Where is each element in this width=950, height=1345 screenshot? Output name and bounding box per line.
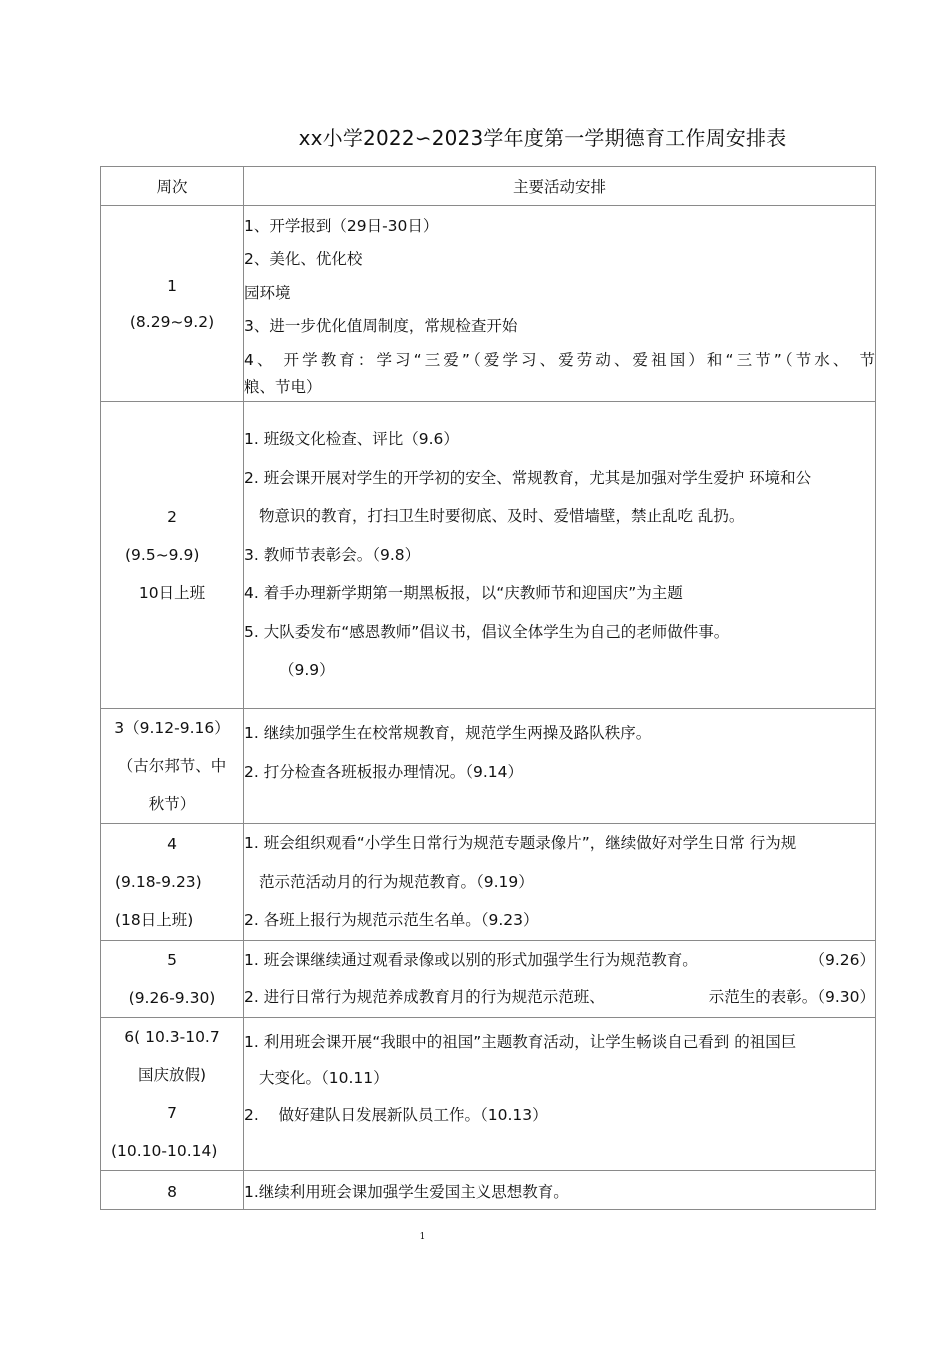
week-column-header: 周次 bbox=[101, 167, 244, 206]
table-row bbox=[101, 1170, 876, 1209]
week-number: 7 bbox=[167, 1103, 177, 1122]
activity-line: 3. 教师节表彰会。（9.8） bbox=[244, 545, 421, 564]
activity-line: 范示范活动月的行为规范教育。（9.19） bbox=[259, 872, 534, 891]
activity-date: （9.26） bbox=[809, 951, 875, 970]
schedule-table bbox=[100, 166, 876, 1210]
week-cell bbox=[101, 824, 244, 941]
week-number: 8 bbox=[167, 1182, 177, 1201]
activity-line: 1. 班级文化检查、评比（9.6） bbox=[244, 429, 459, 448]
activities-cell bbox=[244, 709, 876, 824]
activity-line: 2、美化、优化校 bbox=[244, 250, 363, 269]
table-header-row bbox=[101, 167, 876, 206]
activities-cell bbox=[244, 824, 876, 941]
activity-text: 示范生的表彰。（9.30） bbox=[708, 987, 875, 1006]
table-row bbox=[101, 206, 876, 402]
activity-line: 1. 利用班会课开展“我眼中的祖国”主题教育活动，让学生畅谈自己看到 的祖国巨 bbox=[244, 1032, 797, 1051]
activity-line: 1.继续利用班会课加强学生爱国主义思想教育。 bbox=[244, 1182, 569, 1201]
week-dates: (10.10-10.14) bbox=[111, 1141, 218, 1160]
activity-line bbox=[244, 942, 875, 979]
week-cell bbox=[101, 709, 244, 824]
activity-line: 2. 做好建队日发展新队员工作。（10.13） bbox=[244, 1105, 548, 1124]
week-dates: (9.18-9.23) bbox=[115, 872, 202, 891]
week-cell bbox=[101, 402, 244, 709]
page-number: 1 bbox=[419, 1232, 426, 1242]
week-note: （古尔邦节、中 bbox=[117, 757, 227, 775]
activity-line: 3、进一步优化值周制度，常规检查开始 bbox=[244, 317, 518, 336]
activity-line: 4. 着手办理新学期第一期黑板报，以“庆教师节和迎国庆”为主题 bbox=[244, 584, 683, 603]
activity-text: 2. 进行日常行为规范养成教育月的行为规范示范班、 bbox=[244, 987, 605, 1006]
activity-line bbox=[244, 979, 875, 1016]
table-row bbox=[101, 402, 876, 709]
week-number: 2 bbox=[167, 508, 177, 526]
activity-line: 粮、节电） bbox=[244, 378, 322, 397]
table-row bbox=[101, 1017, 876, 1170]
activity-line: 大变化。（10.11） bbox=[259, 1069, 389, 1088]
activity-line: 2. 班会课开展对学生的开学初的安全、常规教育，尤其是加强对学生爱护 环境和公 bbox=[244, 468, 812, 487]
table-row bbox=[101, 940, 876, 1017]
week-cell bbox=[101, 940, 244, 1017]
activity-line: 园环境 bbox=[244, 283, 291, 302]
week-number: 4 bbox=[167, 834, 177, 853]
activity-line: 2. 打分检查各班板报办理情况。（9.14） bbox=[244, 762, 523, 781]
activity-line: 5. 大队委发布“感恩教师”倡议书，倡议全体学生为自己的老师做件事。 bbox=[244, 622, 730, 641]
week-cell bbox=[101, 1017, 244, 1170]
week-number: 5 bbox=[167, 950, 177, 969]
activities-cell bbox=[244, 402, 876, 709]
week-note: 10日上班 bbox=[138, 584, 206, 602]
activity-line: 物意识的教育，打扫卫生时要彻底、及时、爱惜墙壁，禁止乱吃 乱扔。 bbox=[259, 507, 745, 526]
activity-line: （9.9） bbox=[279, 661, 335, 680]
activities-cell bbox=[244, 1017, 876, 1170]
table-row bbox=[101, 824, 876, 941]
activities-column-header: 主要活动安排 bbox=[244, 167, 876, 206]
activities-cell bbox=[244, 940, 876, 1017]
activity-line: 1. 班会组织观看“小学生日常行为规范专题录像片”，继续做好对学生日常 行为规 bbox=[244, 834, 797, 852]
table-row bbox=[101, 709, 876, 824]
week-number: 1 bbox=[167, 276, 177, 295]
activity-line: 1. 继续加强学生在校常规教育，规范学生两操及路队秩序。 bbox=[244, 724, 652, 742]
week-number: 6( 10.3-10.7 bbox=[124, 1027, 220, 1046]
week-dates: (8.29~9.2) bbox=[129, 312, 215, 331]
activity-line: 4、 开学教育：学习“三爱”（爱学习、爱劳动、爱祖国）和“三节”（节水、 节 bbox=[244, 350, 875, 369]
activities-cell bbox=[244, 1170, 876, 1209]
week-number: 3（9.12-9.16） bbox=[114, 719, 230, 737]
week-cell bbox=[101, 1170, 244, 1209]
week-cell bbox=[101, 206, 244, 402]
activity-text: 1. 班会课继续通过观看录像或以别的形式加强学生行为规范教育。 bbox=[244, 951, 698, 970]
week-dates: (9.26-9.30) bbox=[128, 988, 216, 1007]
week-note: 秋节） bbox=[148, 795, 196, 813]
activities-cell bbox=[244, 206, 876, 402]
activity-line: 1、开学报到（29日-30日） bbox=[244, 216, 439, 235]
activity-line: 2. 各班上报行为规范示范生名单。（9.23） bbox=[244, 911, 539, 930]
week-note: (18日上班) bbox=[115, 910, 194, 929]
week-dates: (9.5~9.9) bbox=[125, 546, 200, 564]
week-note: 国庆放假) bbox=[137, 1065, 207, 1084]
page-title: xx小学2022∽2023学年度第一学期德育工作周安排表 bbox=[298, 126, 787, 150]
